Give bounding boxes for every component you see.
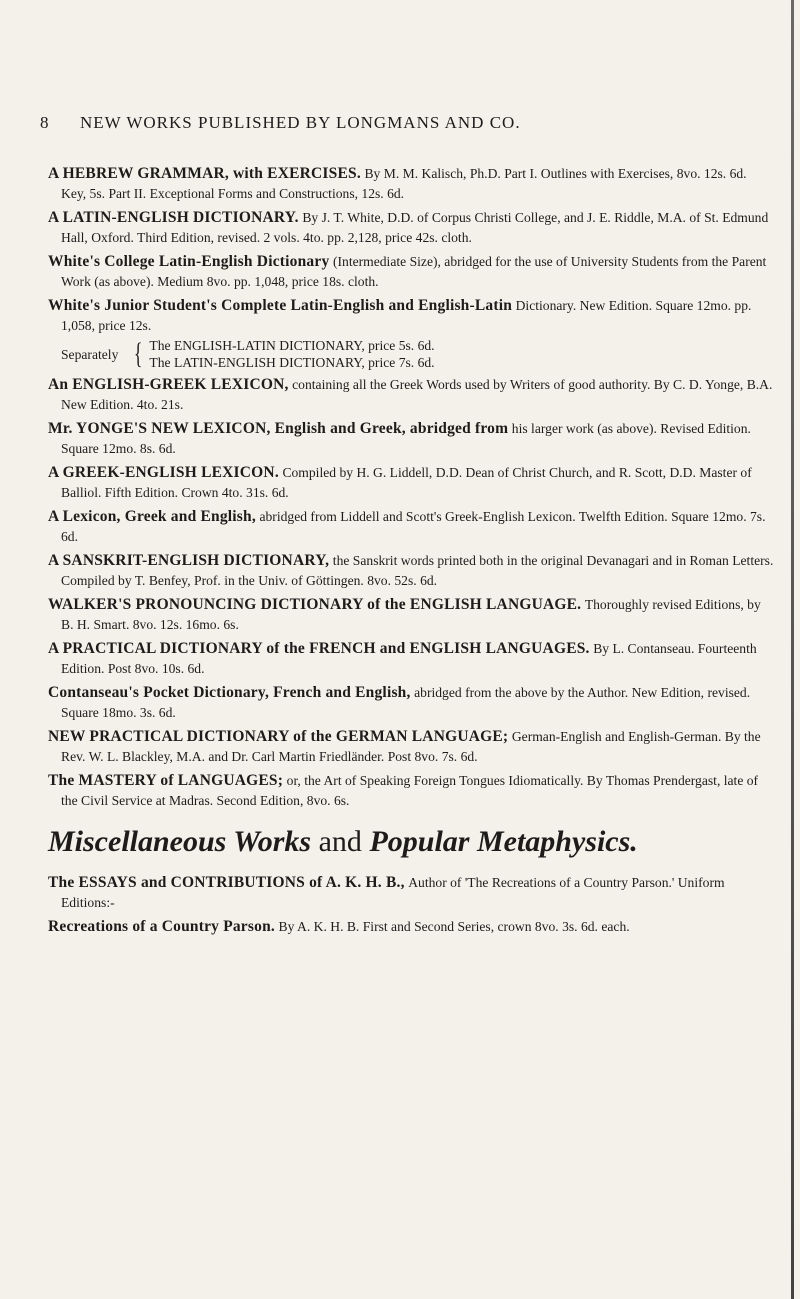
entry-desc: Thoroughly revised Editions, by B. H. Smart. 8vo. 12s. 16mo. 6s. bbox=[61, 597, 761, 632]
entry-walkers-dictionary bbox=[48, 595, 774, 635]
entry-whites-college-dictionary bbox=[48, 252, 774, 292]
entry-french-dictionary bbox=[48, 639, 774, 679]
section-heading-part2: Popular Metaphysics. bbox=[369, 825, 638, 858]
separately-label: Separately bbox=[61, 346, 119, 362]
entry-title: NEW PRACTICAL DICTIONARY of the GERMAN LANGUAGE; bbox=[48, 728, 509, 745]
entry-title: A HEBREW GRAMMAR, with EXERCISES. bbox=[48, 165, 361, 182]
entry-title: White's College Latin-English Dictionary bbox=[48, 253, 330, 270]
entry-title: The ESSAYS and CONTRIBUTIONS of A. K. H. B., bbox=[48, 874, 405, 891]
entry-greek-english-lexicon bbox=[48, 463, 774, 503]
entry-desc: By A. K. H. B. First and Second Series, crown 8vo. 3s. 6d. each. bbox=[278, 919, 630, 934]
running-title: NEW WORKS PUBLISHED BY LONGMANS AND CO. bbox=[80, 113, 521, 132]
entry-latin-english-dictionary bbox=[48, 208, 774, 248]
entry-english-greek-lexicon bbox=[48, 375, 774, 415]
entry-desc: By L. Contanseau. Fourteenth Edition. Post 8vo. 10s. 6d. bbox=[61, 641, 757, 676]
entry-title: A SANSKRIT-ENGLISH DICTIONARY, bbox=[48, 552, 330, 569]
entry-title: Mr. YONGE'S NEW LEXICON, English and Greek, abridged from bbox=[48, 420, 509, 437]
entry-desc: Compiled by H. G. Liddell, D.D. Dean of Christ Church, and R. Scott, D.D. Master of Balliol. Fifth Edition. Crown 4to. 31s. 6d. bbox=[61, 465, 752, 500]
entry-desc: Dictionary. New Edition. Square 12mo. pp. 1,058, price 12s. bbox=[61, 298, 752, 333]
entry-desc: abridged from Liddell and Scott's Greek-English Lexicon. Twelfth Edition. Square 12mo. 7s. 6d. bbox=[61, 509, 766, 544]
entry-title: Contanseau's Pocket Dictionary, French and English, bbox=[48, 684, 411, 701]
entry-desc: Author of 'The Recreations of a Country Parson.' Uniform Editions:- bbox=[61, 875, 725, 910]
separately-block bbox=[61, 337, 774, 371]
entry-title: An ENGLISH-GREEK LEXICON, bbox=[48, 376, 289, 393]
entry-sanskrit-dictionary bbox=[48, 551, 774, 591]
entry-recreations-country-parson bbox=[48, 917, 774, 937]
entry-title: A GREEK-ENGLISH LEXICON. bbox=[48, 464, 279, 481]
entry-yonge-lexicon bbox=[48, 419, 774, 459]
entry-title: White's Junior Student's Complete Latin-English and English-Latin bbox=[48, 297, 513, 314]
page-edge-shadow bbox=[791, 0, 794, 1299]
entry-desc: (Intermediate Size), abridged for the use of University Students from the Parent Work (as above). Medium 8vo. pp. 1,048, price 18s. cloth. bbox=[61, 254, 767, 289]
page-header bbox=[40, 113, 772, 133]
entry-greek-lexicon-abridged bbox=[48, 507, 774, 547]
entry-title: Recreations of a Country Parson. bbox=[48, 918, 275, 935]
entry-contanseau-pocket bbox=[48, 683, 774, 723]
entry-desc: German-English and English-German. By the Rev. W. L. Blackley, M.A. and Dr. Carl Martin Friedländer. Post 8vo. 7s. 6d. bbox=[61, 729, 761, 764]
entry-german-dictionary bbox=[48, 727, 774, 767]
entry-desc: By J. T. White, D.D. of Corpus Christi College, and J. E. Riddle, M.A. of St. Edmund Hall, Oxford. Third Edition, revised. 2 vols. 4to. pp. 2,128, price 42s. cloth. bbox=[61, 210, 769, 245]
entry-essays-akhb bbox=[48, 873, 774, 913]
entry-desc: his larger work (as above). Revised Edition. Square 12mo. 8s. 6d. bbox=[61, 421, 751, 456]
entry-title: A PRACTICAL DICTIONARY of the FRENCH and ENGLISH LANGUAGES. bbox=[48, 640, 590, 657]
page-content bbox=[48, 164, 774, 941]
separately-line: The LATIN-ENGLISH DICTIONARY, price 7s. 6d. bbox=[149, 355, 435, 370]
page-number: 8 bbox=[40, 113, 50, 132]
section-heading bbox=[48, 825, 774, 859]
entry-desc: the Sanskrit words printed both in the original Devanagari and in Roman Letters. Compiled by T. Benfey, Prof. in the Univ. of Göttingen. 8vo. 52s. 6d. bbox=[61, 553, 774, 588]
separately-line: The ENGLISH-LATIN DICTIONARY, price 5s. 6d. bbox=[149, 338, 435, 353]
entry-title: The MASTERY of LANGUAGES; bbox=[48, 772, 284, 789]
entry-title: A LATIN-ENGLISH DICTIONARY. bbox=[48, 209, 299, 226]
entry-desc: abridged from the above by the Author. New Edition, revised. Square 18mo. 3s. 6d. bbox=[61, 685, 751, 720]
entry-title: WALKER'S PRONOUNCING DICTIONARY of the ENGLISH LANGUAGE. bbox=[48, 596, 582, 613]
section-heading-and: and bbox=[318, 825, 362, 858]
entry-desc: containing all the Greek Words used by Writers of good authority. By C. D. Yonge, B.A. New Edition. 4to. 21s. bbox=[61, 377, 773, 412]
brace-glyph: { bbox=[133, 337, 143, 370]
entry-whites-junior-dictionary bbox=[48, 296, 774, 336]
entry-hebrew-grammar bbox=[48, 164, 774, 204]
entry-desc: By M. M. Kalisch, Ph.D. Part I. Outlines with Exercises, 8vo. 12s. 6d. Key, 5s. Part II. Exceptional Forms and Constructions, 12s. 6d. bbox=[61, 166, 747, 201]
section-heading-part1: Miscellaneous Works bbox=[48, 825, 312, 858]
entry-desc: or, the Art of Speaking Foreign Tongues Idiomatically. By Thomas Prendergast, late of the Civil Service at Madras. Second Edition, 8vo. 6s. bbox=[61, 773, 759, 808]
entry-title: A Lexicon, Greek and English, bbox=[48, 508, 256, 525]
entry-mastery-of-languages bbox=[48, 771, 774, 811]
